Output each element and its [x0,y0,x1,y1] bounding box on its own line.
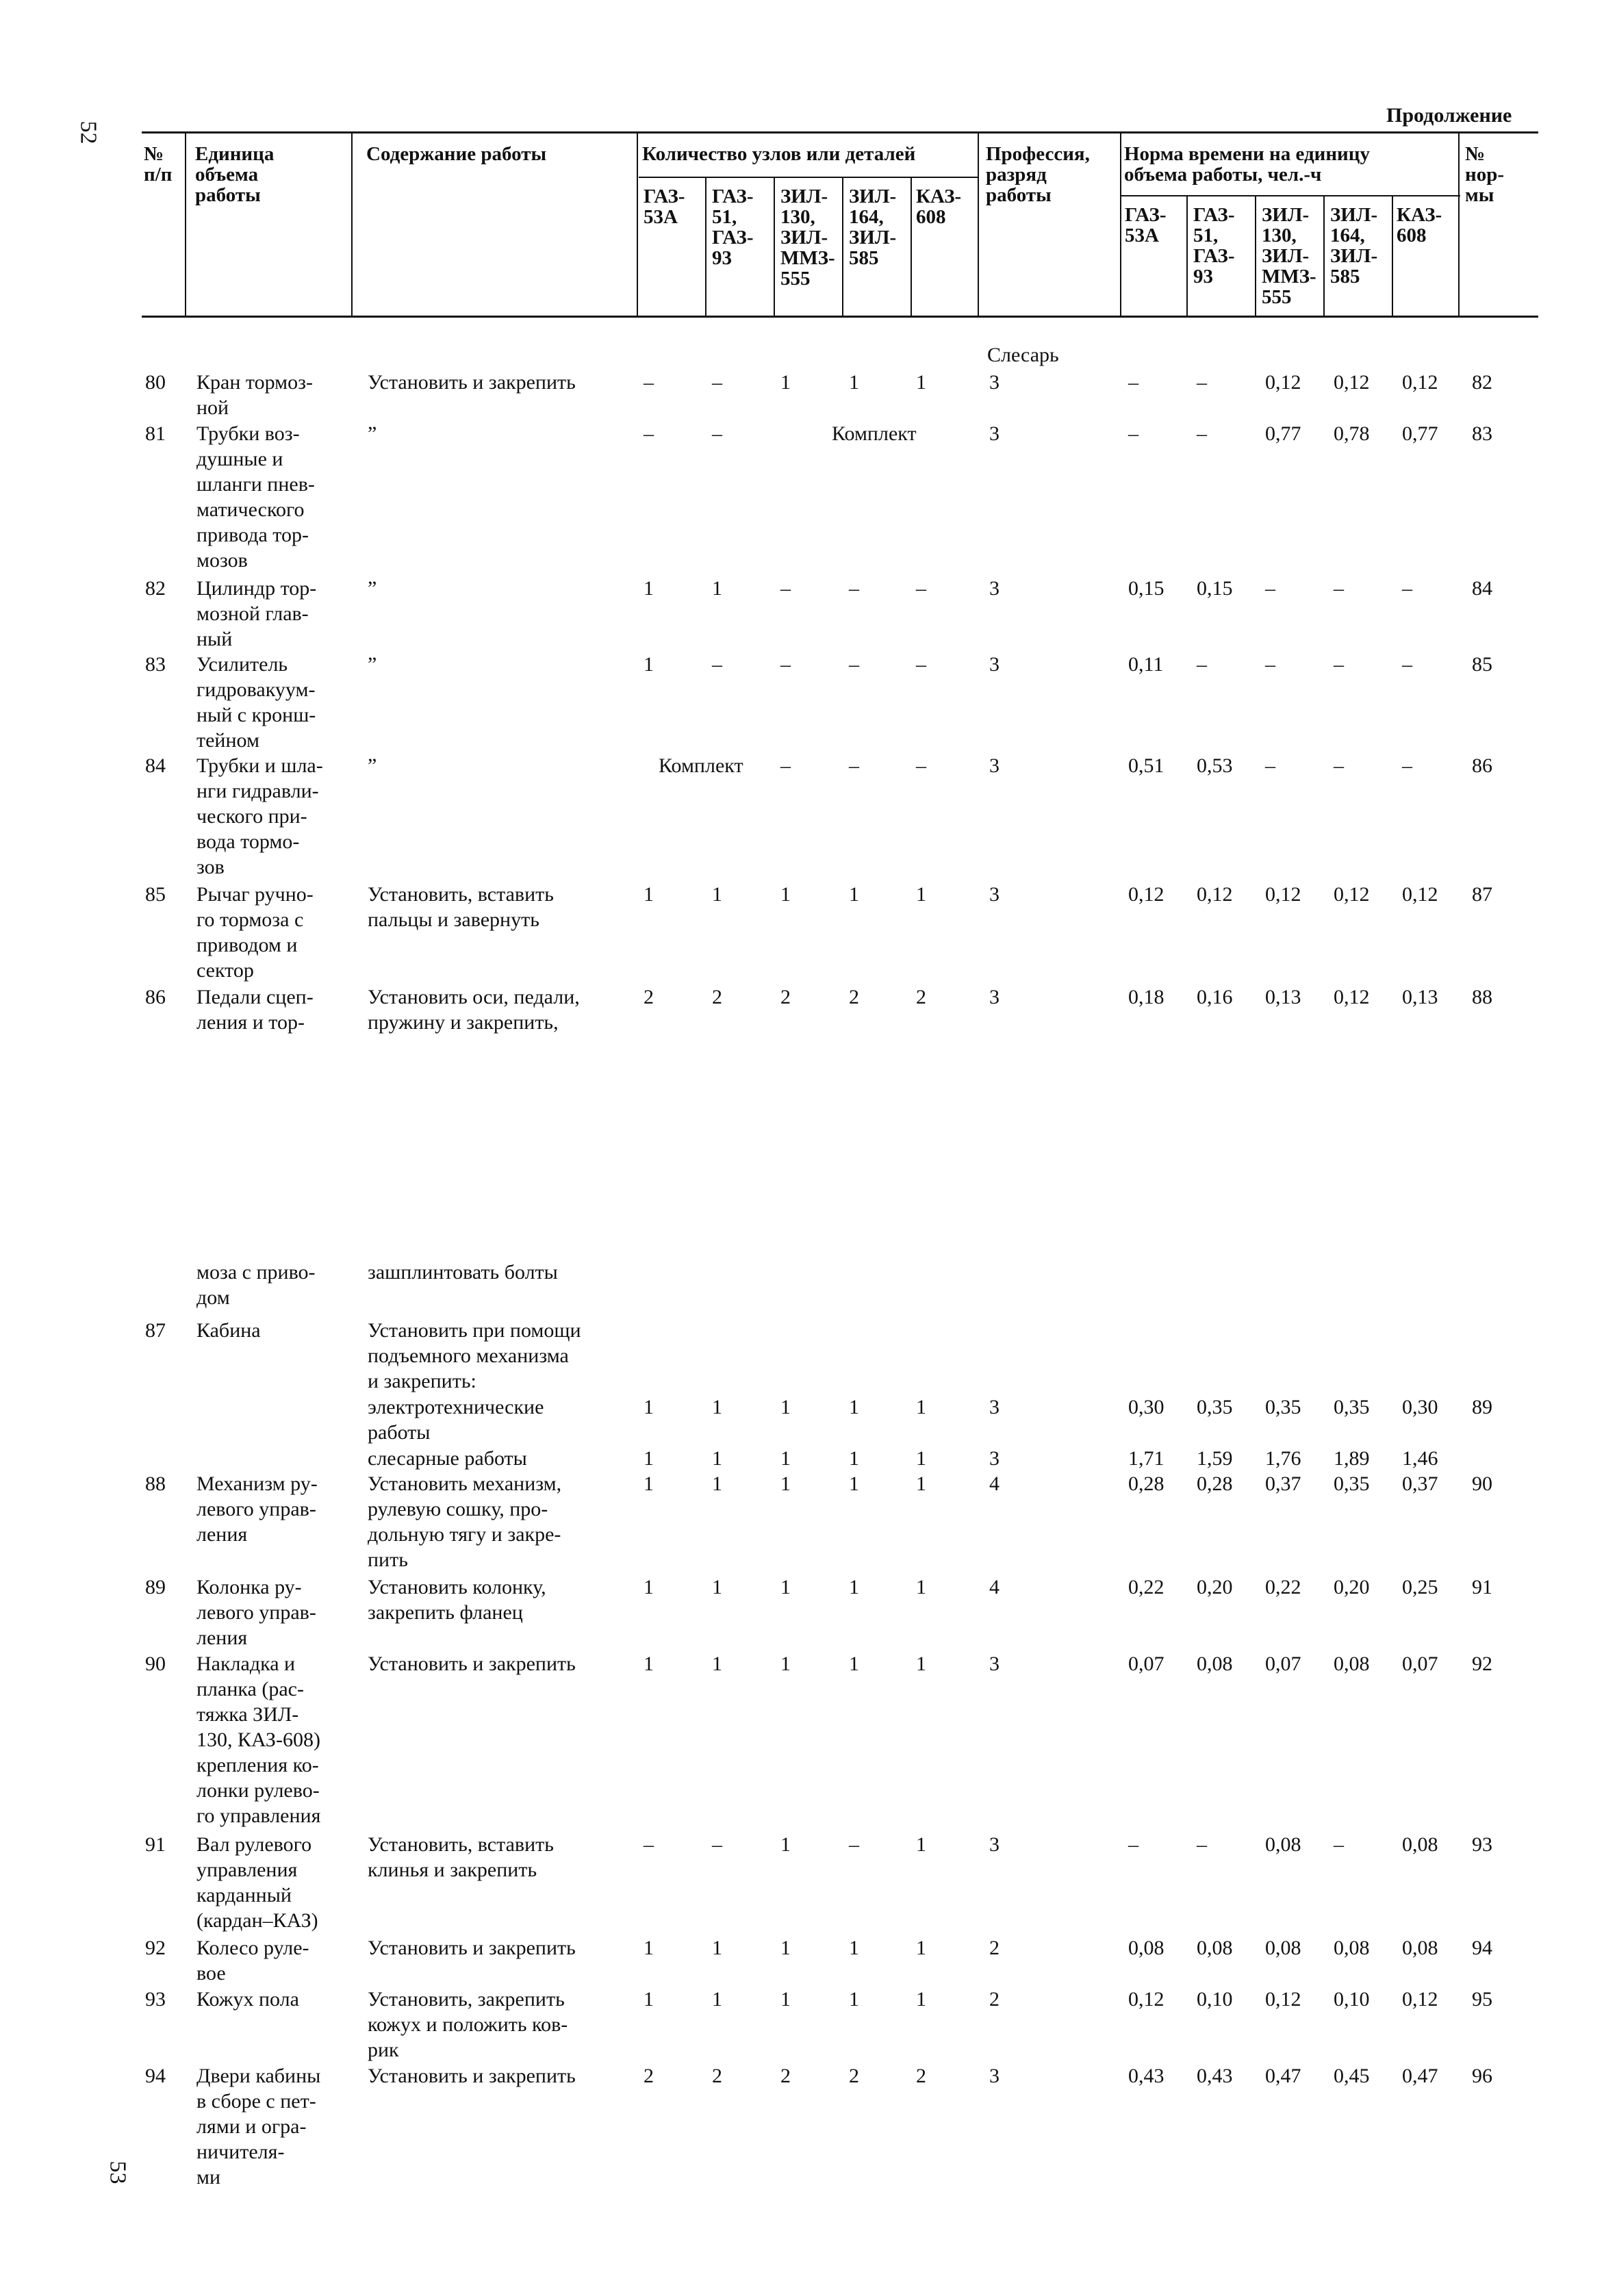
row-norm-time: – [1128,422,1138,445]
row-content: Установить, закрепить кожух и положить ков- рик [368,1988,568,2061]
row-norm-time: – [1402,577,1412,600]
row-quantity: 2 [916,2065,926,2087]
row-norm-time: 0,35 [1197,1396,1233,1418]
row-norm-time: – [1334,1833,1344,1856]
row-norm-time: 0,43 [1128,2065,1164,2087]
row-norm-time: 0,16 [1197,986,1233,1008]
qty-subheader-rule [639,177,978,178]
row-quantity: 1 [849,1396,859,1418]
row-norm-number: 95 [1472,1988,1492,2011]
row-norm-time: – [1197,1833,1207,1856]
row-norm-time: 0,12 [1402,371,1438,394]
row-grade: 2 [989,1988,1000,2011]
row-content-continued: зашплинтовать болты [368,1261,558,1284]
row-norm-number: 90 [1472,1472,1492,1495]
row-norm-time: – [1334,754,1344,777]
row-norm-time: 0,45 [1334,2065,1370,2087]
row-quantity: – [849,577,859,600]
row-norm-number: 83 [1472,422,1492,445]
row-quantity: – [712,1833,722,1856]
row-norm-number: 94 [1472,1937,1492,1959]
row-norm-time: 0,43 [1197,2065,1233,2087]
row-quantity: – [712,653,722,676]
row-norm-time: 0,53 [1197,754,1233,777]
row-quantity: – [849,653,859,676]
row-quantity: 1 [712,1937,722,1959]
row-norm-time: 0,08 [1265,1937,1301,1959]
row-quantity: – [644,1833,654,1856]
row-content: электротехнические работы [368,1396,544,1444]
row-quantity: 1 [849,1447,859,1470]
row-norm-time: 0,77 [1265,422,1301,445]
row-norm-number: 85 [1472,653,1492,676]
row-quantity: 1 [644,1937,654,1959]
row-quantity: 1 [916,1576,926,1598]
norm-model-gaz53a: ГАЗ- 53А [1125,204,1167,246]
row-norm-number: 88 [1472,986,1492,1008]
header-divider [978,133,979,316]
row-norm-time: 0,35 [1334,1472,1370,1495]
row-quantity: 1 [712,1653,722,1675]
row-quantity-set: Комплект [832,422,917,445]
row-unit: Кабина [196,1319,261,1342]
row-norm-time: 0,12 [1128,883,1164,906]
row-norm-time: 0,20 [1334,1576,1370,1598]
row-unit: Рычаг ручно- го тормоза с приводом и сектор [196,883,314,982]
row-norm-time: 0,37 [1402,1472,1438,1495]
row-quantity: 1 [644,577,654,600]
row-quantity: 2 [849,986,859,1008]
row-unit: Вал рулевого управления карданный (кардан–КАЗ) [196,1833,318,1932]
row-norm-time: – [1128,371,1138,394]
row-number: 90 [145,1653,166,1675]
row-number: 84 [145,754,166,777]
row-norm-time: 0,10 [1197,1988,1233,2011]
row-quantity: 1 [712,1576,722,1598]
row-quantity: 1 [644,1396,654,1418]
row-norm-time: 0,78 [1334,422,1370,445]
row-grade: 3 [989,2065,1000,2087]
row-norm-number: 89 [1472,1396,1492,1418]
row-grade: 3 [989,1833,1000,1856]
row-norm-time: 0,12 [1265,1988,1301,2011]
row-norm-number: 91 [1472,1576,1492,1598]
row-grade: 3 [989,986,1000,1008]
row-content: Установить при помощи подъемного механизма и закрепить: [368,1319,581,1392]
row-grade: 3 [989,422,1000,445]
row-quantity: 1 [780,1447,791,1470]
row-quantity: 2 [712,986,722,1008]
row-number: 88 [145,1472,166,1495]
row-quantity: – [644,371,654,394]
row-norm-time: 0,07 [1128,1653,1164,1675]
row-quantity: – [916,754,926,777]
row-norm-number: 84 [1472,577,1492,600]
row-grade: 3 [989,1447,1000,1470]
row-unit: Двери кабины в сборе с пет- лями и огра- ничителя- ми [196,2065,321,2189]
row-norm-time: 0,08 [1197,1937,1233,1959]
row-norm-time: 0,12 [1402,1988,1438,2011]
header-divider [705,177,706,316]
row-norm-time: 1,89 [1334,1447,1370,1470]
row-quantity: 1 [712,1447,722,1470]
row-quantity: 1 [849,1988,859,2011]
row-unit: Колесо руле- вое [196,1937,309,1985]
row-unit: Трубки воз- душные и шланги пнев- матического привода тор- мозов [196,422,315,572]
row-content: ” [368,422,377,445]
row-norm-time: 0,12 [1334,986,1370,1008]
row-number: 92 [145,1937,166,1959]
row-norm-time: 0,30 [1402,1396,1438,1418]
row-number: 94 [145,2065,166,2087]
row-norm-time: 0,47 [1402,2065,1438,2087]
header-divider [1392,195,1393,316]
profession-label: Слесарь [987,344,1059,366]
row-norm-time: 0,28 [1197,1472,1233,1495]
row-quantity: 1 [849,883,859,906]
row-quantity: 1 [916,371,926,394]
row-content: Установить и закрепить [368,2065,576,2087]
row-quantity: – [916,577,926,600]
row-norm-time: 0,35 [1265,1396,1301,1418]
norm-model-gaz51: ГАЗ- 51, ГАЗ- 93 [1193,204,1235,288]
row-norm-time: – [1402,754,1412,777]
row-norm-time: 0,12 [1197,883,1233,906]
row-unit: Накладка и планка (рас- тяжка ЗИЛ- 130, КАЗ-608) крепления ко- лонки рулево- го управления [196,1653,321,1827]
row-number: 82 [145,577,166,600]
row-quantity: – [849,754,859,777]
row-number: 89 [145,1576,166,1598]
row-norm-time: 0,13 [1265,986,1301,1008]
row-content: Установить механизм, рулевую сошку, про- дольную тягу и закре- пить [368,1472,562,1571]
row-quantity: 1 [644,1447,654,1470]
row-quantity: – [780,577,791,600]
row-quantity: 1 [849,1937,859,1959]
row-norm-time: – [1334,577,1344,600]
row-content: слесарные работы [368,1447,527,1470]
row-grade: 4 [989,1576,1000,1598]
row-quantity: – [916,653,926,676]
row-norm-time: – [1265,653,1275,676]
row-quantity-set: Комплект [659,754,743,777]
continuation-label: Продолжение [1386,104,1512,127]
row-norm-time: 1,46 [1402,1447,1438,1470]
row-quantity: – [712,371,722,394]
row-quantity: 1 [916,1833,926,1856]
row-number: 85 [145,883,166,906]
row-norm-time: – [1197,422,1207,445]
row-quantity: 1 [780,1472,791,1495]
row-unit: Механизм ру- левого управ- ления [196,1472,318,1546]
row-quantity: 1 [780,1576,791,1598]
page-number-top: 52 [75,120,101,144]
row-norm-number: 93 [1472,1833,1492,1856]
row-quantity: 1 [916,1472,926,1495]
header-divider [911,177,912,316]
header-norm-number: № нор- мы [1465,143,1504,206]
row-quantity: 1 [712,1396,722,1418]
row-content: Установить и закрепить [368,371,576,394]
row-norm-time: 0,15 [1128,577,1164,600]
row-norm-number: 82 [1472,371,1492,394]
row-unit: Цилиндр тор- мозной глав- ный [196,577,317,650]
row-norm-time: – [1265,754,1275,777]
row-quantity: 1 [916,883,926,906]
header-divider [1120,133,1121,316]
row-norm-time: 0,11 [1128,653,1164,676]
header-num: № п/п [144,143,173,186]
row-norm-time: 1,76 [1265,1447,1301,1470]
header-divider [1255,195,1256,316]
row-content: Установить оси, педали, пружину и закрепить, [368,986,580,1034]
row-norm-time: 0,10 [1334,1988,1370,2011]
row-content: Установить и закрепить [368,1653,576,1675]
row-norm-time: 0,07 [1402,1653,1438,1675]
row-content: ” [368,577,377,600]
row-norm-time: 0,51 [1128,754,1164,777]
norm-model-zil130: ЗИЛ- 130, ЗИЛ- ММЗ- 555 [1262,204,1316,308]
row-unit-continued: моза с приво- дом [196,1261,316,1309]
qty-model-kaz608: КАЗ- 608 [916,186,962,228]
row-quantity: 1 [644,1653,654,1675]
row-grade: 3 [989,1653,1000,1675]
qty-model-zil164: ЗИЛ- 164, ЗИЛ- 585 [849,186,897,269]
row-unit: Усилитель гидровакуум- ный с кронш- тейном [196,653,316,752]
row-norm-time: – [1265,577,1275,600]
header-divider [774,177,775,316]
row-quantity: 1 [916,1988,926,2011]
row-norm-time: – [1197,371,1207,394]
row-quantity: 1 [849,371,859,394]
row-content: ” [368,754,377,777]
row-norm-time: 0,35 [1334,1396,1370,1418]
row-grade: 3 [989,883,1000,906]
row-quantity: 2 [712,2065,722,2087]
row-norm-time: 0,08 [1197,1653,1233,1675]
row-quantity: 1 [780,1653,791,1675]
row-content: Установить колонку, закрепить фланец [368,1576,546,1624]
row-unit: Трубки и шла- нги гидравли- ческого при- вода тормо- зов [196,754,323,878]
header-qty: Количество узлов или деталей [642,143,916,165]
header-divider [842,177,843,316]
row-norm-time: 0,18 [1128,986,1164,1008]
row-quantity: 1 [644,1472,654,1495]
row-norm-time: 0,15 [1197,577,1233,600]
row-content: Установить, вставить клинья и закрепить [368,1833,554,1881]
row-number: 80 [145,371,166,394]
page-number-bottom: 53 [105,2160,131,2184]
row-norm-time: 0,07 [1265,1653,1301,1675]
row-quantity: 1 [712,577,722,600]
header-divider [351,133,353,316]
row-norm-time: 0,12 [1265,371,1301,394]
row-norm-time: 0,12 [1402,883,1438,906]
row-norm-time: 0,13 [1402,986,1438,1008]
row-quantity: 1 [849,1576,859,1598]
row-quantity: 1 [780,1988,791,2011]
row-norm-time: – [1334,653,1344,676]
header-divider [1458,133,1460,316]
row-quantity: 1 [712,1472,722,1495]
row-grade: 3 [989,371,1000,394]
row-content: Установить и закрепить [368,1937,576,1959]
row-quantity: 1 [916,1653,926,1675]
header-prof: Профессия, разряд работы [986,143,1090,206]
header-norm: Норма времени на единицу объема работы, чел.-ч [1124,143,1370,186]
row-norm-time: – [1197,653,1207,676]
row-quantity: 1 [780,1833,791,1856]
row-norm-time: 0,08 [1334,1937,1370,1959]
row-unit: Кожух пола [196,1988,299,2011]
row-norm-time: 0,08 [1402,1833,1438,1856]
row-grade: 3 [989,1396,1000,1418]
row-quantity: 2 [644,986,654,1008]
norm-model-kaz608: КАЗ- 608 [1397,204,1442,246]
row-quantity: 1 [849,1472,859,1495]
qty-model-gaz51: ГАЗ- 51, ГАЗ- 93 [712,186,754,269]
header-bottom-rule [142,316,1538,318]
row-norm-time: 0,08 [1402,1937,1438,1959]
header-divider [1323,195,1325,316]
qty-model-zil130: ЗИЛ- 130, ЗИЛ- ММЗ- 555 [780,186,835,290]
row-norm-time: 0,30 [1128,1396,1164,1418]
row-norm-number: 87 [1472,883,1492,906]
row-quantity: 1 [916,1937,926,1959]
row-unit: Педали сцеп- ления и тор- [196,986,314,1034]
row-norm-number: 86 [1472,754,1492,777]
row-number: 91 [145,1833,166,1856]
row-quantity: 2 [780,986,791,1008]
row-grade: 3 [989,754,1000,777]
row-grade: 2 [989,1937,1000,1959]
norm-model-zil164: ЗИЛ- 164, ЗИЛ- 585 [1330,204,1378,288]
row-quantity: 1 [644,653,654,676]
row-quantity: 1 [644,1988,654,2011]
row-number: 83 [145,653,166,676]
row-grade: 3 [989,653,1000,676]
row-norm-time: 0,12 [1334,371,1370,394]
row-quantity: – [712,422,722,445]
header-divider [637,133,638,316]
row-norm-time: 0,22 [1128,1576,1164,1598]
row-quantity: 1 [849,1653,859,1675]
row-norm-time: 1,71 [1128,1447,1164,1470]
row-norm-time: 0,12 [1128,1988,1164,2011]
row-norm-time: 0,47 [1265,2065,1301,2087]
row-quantity: 2 [849,2065,859,2087]
row-number: 93 [145,1988,166,2011]
row-quantity: – [849,1833,859,1856]
row-content: ” [368,653,377,676]
row-quantity: 1 [780,883,791,906]
header-divider [185,133,186,316]
row-norm-time: 0,37 [1265,1472,1301,1495]
row-norm-time: 0,22 [1265,1576,1301,1598]
row-norm-time: 1,59 [1197,1447,1233,1470]
row-quantity: – [780,754,791,777]
row-norm-time: 0,08 [1334,1653,1370,1675]
row-quantity: 1 [780,1937,791,1959]
row-norm-time: 0,20 [1197,1576,1233,1598]
row-quantity: 1 [712,1988,722,2011]
row-norm-time: 0,25 [1402,1576,1438,1598]
row-norm-time: 0,08 [1128,1937,1164,1959]
row-quantity: 1 [780,1396,791,1418]
row-quantity: – [644,422,654,445]
row-quantity: 2 [780,2065,791,2087]
row-quantity: 1 [916,1396,926,1418]
row-quantity: – [780,653,791,676]
row-grade: 3 [989,577,1000,600]
qty-model-gaz53a: ГАЗ- 53А [644,186,685,228]
norm-subheader-rule [1121,195,1460,196]
row-grade: 4 [989,1472,1000,1495]
row-content: Установить, вставить пальцы и завернуть [368,883,554,931]
row-norm-time: 0,08 [1265,1833,1301,1856]
row-unit: Кран тормоз- ной [196,371,313,419]
row-quantity: 1 [712,883,722,906]
header-unit: Единица объема работы [195,143,275,206]
row-number: 81 [145,422,166,445]
row-quantity: 1 [780,371,791,394]
row-quantity: 2 [644,2065,654,2087]
row-number: 86 [145,986,166,1008]
row-norm-number: 92 [1472,1653,1492,1675]
row-norm-time: – [1402,653,1412,676]
row-number: 87 [145,1319,166,1342]
row-norm-time: 0,77 [1402,422,1438,445]
row-quantity: 2 [916,986,926,1008]
row-quantity: 1 [644,883,654,906]
row-norm-time: – [1128,1833,1138,1856]
row-quantity: 1 [916,1447,926,1470]
row-norm-time: 0,12 [1265,883,1301,906]
row-norm-time: 0,12 [1334,883,1370,906]
row-norm-number: 96 [1472,2065,1492,2087]
header-divider [1186,195,1188,316]
row-norm-time: 0,28 [1128,1472,1164,1495]
header-content: Содержание работы [366,143,547,165]
row-quantity: 1 [644,1576,654,1598]
row-unit: Колонка ру- левого управ- ления [196,1576,316,1649]
